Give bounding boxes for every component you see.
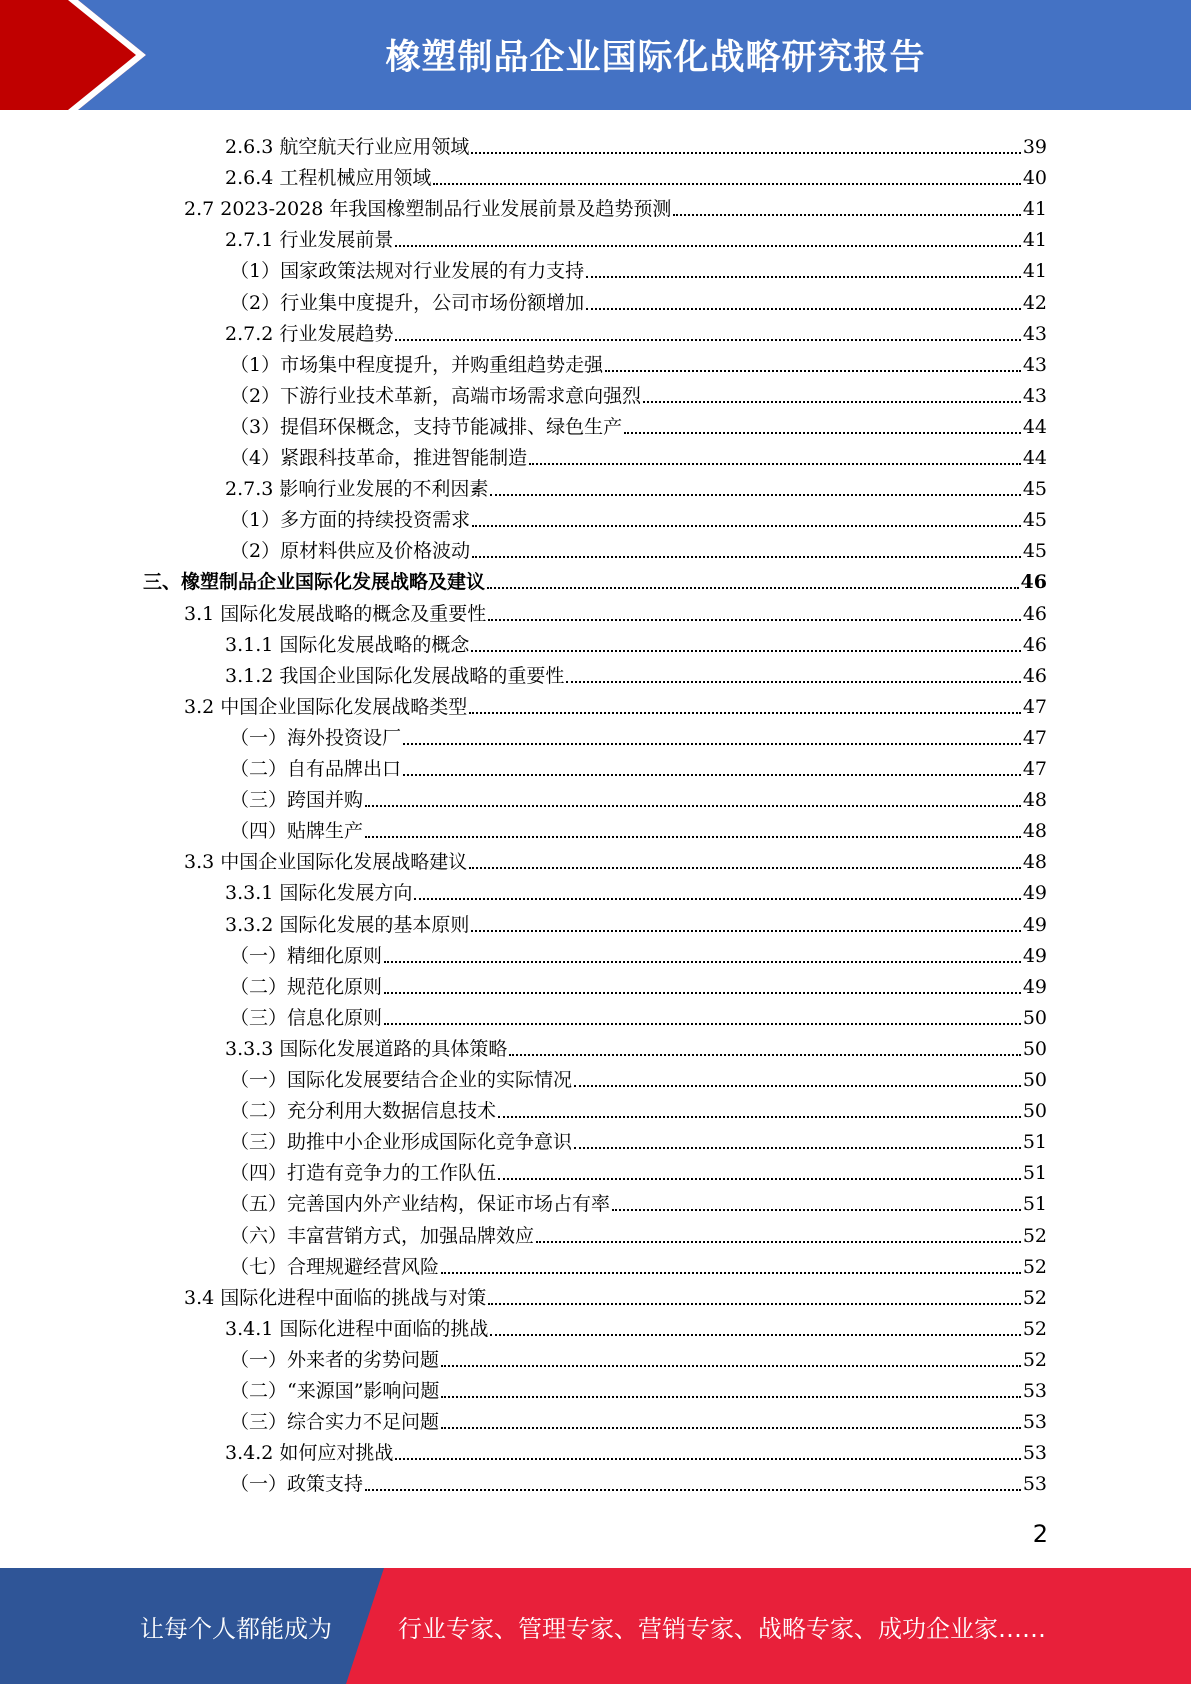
toc-entry[interactable]	[143, 563, 1047, 594]
toc-entry[interactable]	[230, 346, 1047, 377]
toc-dot-leader	[586, 308, 1021, 310]
toc-entry-title: 3.4.1 国际化进程中面临的挑战	[225, 1317, 489, 1340]
toc-entry-page: 43	[1022, 353, 1047, 376]
toc-entry-page: 52	[1022, 1317, 1047, 1340]
toc-entry-title: 3.1.1 国际化发展战略的概念	[225, 633, 470, 656]
toc-entry[interactable]	[184, 1279, 1047, 1310]
toc-entry-page: 53	[1022, 1442, 1047, 1465]
toc-entry-title: 2.7.1 行业发展前景	[225, 229, 394, 252]
toc-entry-page: 50	[1022, 1100, 1047, 1123]
toc-entry-page: 47	[1022, 758, 1047, 780]
toc-dot-leader	[384, 1023, 1021, 1025]
toc-entry-title: 3.4 国际化进程中面临的挑战与对策	[184, 1286, 487, 1309]
toc-entry-title: （2）行业集中度提升，公司市场份额增加	[230, 291, 585, 314]
toc-entry[interactable]	[184, 843, 1047, 874]
toc-entry-page: 47	[1022, 726, 1047, 749]
toc-entry-page: 41	[1022, 229, 1047, 252]
toc-entry-title: （二）自有品牌出口	[230, 758, 402, 780]
toc-entry[interactable]	[230, 532, 1047, 563]
toc-entry-page: 45	[1022, 509, 1047, 532]
toc-dot-leader	[365, 1489, 1021, 1491]
toc-dot-leader	[509, 1054, 1020, 1056]
toc-dot-leader	[471, 152, 1020, 154]
toc-entry[interactable]	[230, 781, 1047, 812]
toc-entry[interactable]	[225, 1434, 1047, 1465]
toc-dot-leader	[472, 556, 1021, 558]
toc-entry-title: （五）完善国内外产业结构，保证市场占有率	[230, 1193, 611, 1216]
toc-dot-leader	[433, 183, 1020, 185]
toc-entry[interactable]	[230, 1092, 1047, 1123]
toc-entry-page: 48	[1022, 789, 1047, 812]
toc-entry-title: （三）综合实力不足问题	[230, 1411, 440, 1434]
toc-entry-title: （一）国际化发展要结合企业的实际情况	[230, 1069, 573, 1091]
toc-dot-leader	[605, 370, 1021, 372]
toc-entry-page: 43	[1022, 384, 1047, 407]
toc-entry[interactable]	[230, 1341, 1047, 1372]
footer-slogan-left: 让每个人都能成为	[140, 1614, 332, 1643]
toc-entry-title: 2.6.3 航空航天行业应用领域	[225, 136, 470, 158]
toc-entry-page: 46	[1022, 633, 1047, 656]
toc-entry-page: 48	[1022, 851, 1047, 874]
toc-entry-page: 43	[1022, 322, 1047, 345]
toc-entry-title: （二）“来源国”影响问题	[230, 1380, 440, 1402]
toc-entry[interactable]	[230, 1154, 1047, 1185]
toc-entry[interactable]	[230, 1185, 1047, 1216]
toc-entry-page: 40	[1022, 167, 1047, 190]
toc-dot-leader	[574, 1147, 1021, 1149]
toc-entry-page: 50	[1022, 1037, 1047, 1060]
toc-entry-title: 2.6.4 工程机械应用领域	[225, 167, 432, 190]
toc-entry-title: 3.1.2 我国企业国际化发展战略的重要性	[225, 664, 565, 687]
toc-dot-leader	[487, 587, 1019, 589]
toc-dot-leader	[488, 1303, 1021, 1305]
toc-entry-page: 44	[1022, 415, 1047, 438]
toc-entry-title: （4）紧跟科技革命，推进智能制造	[230, 447, 528, 469]
toc-entry[interactable]	[225, 159, 1047, 190]
toc-entry-page: 46	[1020, 571, 1047, 594]
toc-entry-page: 39	[1022, 136, 1047, 158]
toc-entry-page: 49	[1022, 975, 1047, 998]
toc-dot-leader	[498, 1178, 1021, 1180]
toc-entry-title: 3.4.2 如何应对挑战	[225, 1442, 394, 1465]
toc-entry[interactable]	[225, 221, 1047, 252]
toc-entry[interactable]	[230, 750, 1047, 781]
toc-entry-page: 42	[1022, 291, 1047, 314]
toc-entry[interactable]	[230, 999, 1047, 1030]
toc-entry-page: 52	[1022, 1348, 1047, 1371]
toc-dot-leader	[441, 1427, 1021, 1429]
toc-entry-title: 3.2 中国企业国际化发展战略类型	[184, 695, 468, 718]
toc-dot-leader	[471, 650, 1020, 652]
toc-entry[interactable]	[230, 1217, 1047, 1248]
toc-dot-leader	[469, 712, 1021, 714]
toc-entry[interactable]	[230, 1123, 1047, 1154]
toc-entry[interactable]	[230, 1248, 1047, 1279]
toc-entry[interactable]	[230, 284, 1047, 315]
page-number: 2	[1032, 1520, 1048, 1548]
toc-entry[interactable]	[230, 408, 1047, 439]
toc-entry-title: （三）信息化原则	[230, 1006, 383, 1029]
toc-dot-leader	[414, 898, 1020, 900]
toc-entry[interactable]	[184, 688, 1047, 719]
toc-dot-leader	[384, 961, 1021, 963]
toc-dot-leader	[441, 1396, 1020, 1398]
toc-entry-title: （六）丰富营销方式，加强品牌效应	[230, 1224, 535, 1247]
toc-entry-title: （二）充分利用大数据信息技术	[230, 1100, 497, 1123]
toc-dot-leader	[403, 774, 1021, 776]
footer-slogan-right: 行业专家、管理专家、营销专家、战略专家、成功企业家……	[398, 1614, 1046, 1643]
toc-entry-title: 3.3.2 国际化发展的基本原则	[225, 913, 470, 936]
toc-entry-page: 51	[1022, 1193, 1047, 1216]
toc-entry-page: 49	[1022, 913, 1047, 936]
toc-entry-title: 3.3.3 国际化发展道路的具体策略	[225, 1037, 508, 1060]
toc-entry[interactable]	[184, 595, 1047, 626]
toc-dot-leader	[490, 494, 1020, 496]
toc-entry[interactable]	[225, 315, 1047, 346]
toc-entry[interactable]	[230, 937, 1047, 968]
toc-dot-leader	[488, 619, 1021, 621]
toc-dot-leader	[673, 214, 1020, 216]
toc-entry[interactable]	[225, 874, 1047, 905]
toc-dot-leader	[529, 463, 1021, 465]
toc-entry[interactable]	[230, 439, 1047, 470]
toc-entry-page: 53	[1022, 1380, 1047, 1402]
toc-entry-page: 49	[1022, 944, 1047, 967]
toc-dot-leader	[441, 1365, 1021, 1367]
toc-entry[interactable]	[225, 1310, 1047, 1341]
toc-entry[interactable]	[225, 128, 1047, 159]
toc-entry[interactable]	[230, 968, 1047, 999]
toc-entry-page: 41	[1022, 198, 1047, 221]
toc-entry-title: （三）跨国并购	[230, 789, 364, 812]
toc-entry-title: 三、橡塑制品企业国际化发展战略及建议	[143, 571, 486, 594]
toc-dot-leader	[365, 836, 1021, 838]
toc-entry-page: 47	[1022, 695, 1047, 718]
toc-entry-page: 48	[1022, 820, 1047, 843]
toc-entry-title: 3.3.1 国际化发展方向	[225, 882, 413, 905]
toc-entry[interactable]	[230, 1403, 1047, 1434]
toc-entry[interactable]	[225, 906, 1047, 937]
toc-entry-title: （2）下游行业技术革新，高端市场需求意向强烈	[230, 384, 642, 407]
toc-entry-title: 3.3 中国企业国际化发展战略建议	[184, 851, 468, 874]
toc-entry[interactable]	[184, 190, 1047, 221]
toc-entry-page: 52	[1022, 1286, 1047, 1309]
toc-entry-title: （三）助推中小企业形成国际化竞争意识	[230, 1131, 573, 1154]
toc-dot-leader	[536, 1241, 1021, 1243]
toc-entry-title: 2.7.3 影响行业发展的不利因素	[225, 478, 489, 501]
toc-entry-page: 51	[1022, 1131, 1047, 1154]
toc-dot-leader	[395, 245, 1020, 247]
toc-entry[interactable]	[225, 1030, 1047, 1061]
toc-entry-title: （七）合理规避经营风险	[230, 1255, 440, 1278]
toc-dot-leader	[471, 930, 1020, 932]
toc-dot-leader	[498, 1116, 1021, 1118]
page-footer	[0, 1568, 1191, 1684]
toc-dot-leader	[403, 743, 1021, 745]
toc-entry-title: （一）政策支持	[230, 1473, 364, 1496]
toc-dot-leader	[586, 276, 1021, 278]
toc-entry-title: （1）多方面的持续投资需求	[230, 509, 471, 532]
toc-dot-leader	[490, 1334, 1020, 1336]
toc-entry-title: （一）精细化原则	[230, 944, 383, 967]
toc-entry-title: （一）海外投资设厂	[230, 726, 402, 749]
toc-entry-page: 46	[1022, 664, 1047, 687]
toc-dot-leader	[643, 401, 1021, 403]
toc-entry[interactable]	[230, 812, 1047, 843]
toc-entry-title: （1）国家政策法规对行业发展的有力支持	[230, 260, 585, 283]
toc-entry-title: （3）提倡环保概念，支持节能减排、绿色生产	[230, 415, 623, 438]
toc-entry[interactable]	[230, 1465, 1047, 1496]
toc-dot-leader	[624, 432, 1021, 434]
toc-entry-title: （一）外来者的劣势问题	[230, 1348, 440, 1371]
toc-entry-page: 51	[1022, 1162, 1047, 1185]
toc-dot-leader	[441, 1272, 1021, 1274]
toc-dot-leader	[395, 1458, 1020, 1460]
toc-entry-page: 46	[1022, 602, 1047, 625]
report-title: 橡塑制品企业国际化战略研究报告	[385, 38, 926, 78]
toc-entry[interactable]	[230, 1372, 1047, 1403]
toc-entry-page: 52	[1022, 1255, 1047, 1278]
toc-entry[interactable]	[225, 626, 1047, 657]
toc-entry[interactable]	[230, 377, 1047, 408]
toc-entry-title: （四）打造有竞争力的工作队伍	[230, 1162, 497, 1185]
toc-entry-page: 44	[1022, 447, 1047, 469]
toc-entry-title: （1）市场集中程度提升，并购重组趋势走强	[230, 353, 604, 376]
toc-entry-page: 45	[1022, 540, 1047, 563]
toc-entry-page: 41	[1022, 260, 1047, 283]
toc-entry-page: 53	[1022, 1411, 1047, 1434]
toc-entry-title: （四）贴牌生产	[230, 820, 364, 843]
toc-entry-title: 3.1 国际化发展战略的概念及重要性	[184, 602, 487, 625]
toc-entry-title: 2.7 2023-2028 年我国橡塑制品行业发展前景及趋势预测	[184, 198, 672, 221]
toc-entry-page: 52	[1022, 1224, 1047, 1247]
toc-dot-leader	[384, 992, 1021, 994]
toc-dot-leader	[365, 805, 1021, 807]
toc-entry[interactable]	[230, 719, 1047, 750]
toc-dot-leader	[472, 525, 1021, 527]
toc-entry[interactable]	[225, 657, 1047, 688]
toc-entry-title: （2）原材料供应及价格波动	[230, 540, 471, 563]
toc-entry-title: 2.7.2 行业发展趋势	[225, 322, 394, 345]
toc-entry[interactable]	[225, 470, 1047, 501]
toc-dot-leader	[612, 1209, 1021, 1211]
toc-entry-page: 49	[1022, 882, 1047, 905]
toc-entry-page: 50	[1022, 1069, 1047, 1091]
page-header	[0, 0, 1191, 110]
toc-dot-leader	[395, 339, 1020, 341]
toc-entry[interactable]	[230, 1061, 1047, 1092]
toc-entry-page: 53	[1022, 1473, 1047, 1496]
toc-entry[interactable]	[230, 501, 1047, 532]
toc-dot-leader	[574, 1085, 1021, 1087]
toc-entry[interactable]	[230, 252, 1047, 283]
toc-dot-leader	[566, 681, 1020, 683]
toc-entry-page: 50	[1022, 1006, 1047, 1029]
toc-entry-title: （二）规范化原则	[230, 975, 383, 998]
toc-dot-leader	[469, 867, 1021, 869]
toc-entry-page: 45	[1022, 478, 1047, 501]
